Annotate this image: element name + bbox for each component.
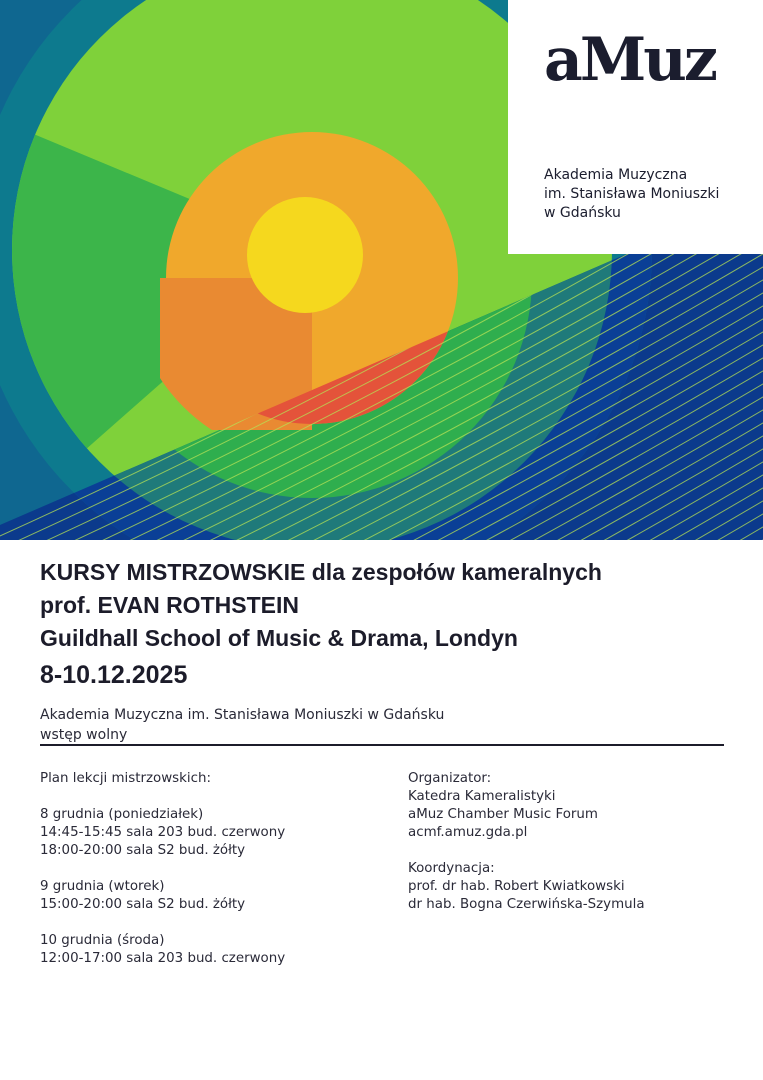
organizer-title: Organizator: bbox=[408, 771, 492, 786]
institution-name bbox=[544, 166, 719, 223]
event-title: KURSY MISTRZOWSKIE dla zespołów kameralnych bbox=[40, 559, 602, 585]
schedule-title: Plan lekcji mistrzowskich: bbox=[40, 771, 211, 786]
event-dates: 8-10.12.2025 bbox=[40, 661, 188, 689]
organizer-info bbox=[408, 770, 645, 914]
institution-line: Akademia Muzyczna bbox=[544, 167, 688, 183]
institution-line: im. Stanisława Moniuszki bbox=[544, 186, 720, 202]
schedule-day: 9 grudnia (wtorek) bbox=[40, 879, 165, 894]
schedule-day: 10 grudnia (środa) bbox=[40, 933, 165, 948]
coordinator-name: dr hab. Bogna Czerwińska-Szymula bbox=[408, 897, 645, 912]
teacher-school: Guildhall School of Music & Drama, Londyn bbox=[40, 625, 518, 651]
lesson-schedule bbox=[40, 770, 285, 968]
section-divider bbox=[40, 744, 724, 746]
teacher-name: prof. EVAN ROTHSTEIN bbox=[40, 592, 299, 618]
logo-panel bbox=[508, 0, 763, 254]
event-header bbox=[40, 556, 724, 745]
venue-name: Akademia Muzyczna im. Stanisława Moniuszki w Gdańsku bbox=[40, 707, 445, 723]
organizer-website: acmf.amuz.gda.pl bbox=[408, 825, 528, 840]
coordinator-name: prof. dr hab. Robert Kwiatkowski bbox=[408, 879, 625, 894]
venue-info bbox=[40, 705, 724, 745]
schedule-slot: 14:45-15:45 sala 203 bud. czerwony bbox=[40, 825, 286, 840]
organizer-line: aMuz Chamber Music Forum bbox=[408, 807, 598, 822]
schedule-day: 8 grudnia (poniedziałek) bbox=[40, 807, 204, 822]
admission-note: wstęp wolny bbox=[40, 727, 128, 743]
schedule-slot: 18:00-20:00 sala S2 bud. żółty bbox=[40, 843, 246, 858]
organizer-line: Katedra Kameralistyki bbox=[408, 789, 556, 804]
schedule-slot: 15:00-20:00 sala S2 bud. żółty bbox=[40, 897, 246, 912]
schedule-slot: 12:00-17:00 sala 203 bud. czerwony bbox=[40, 951, 286, 966]
core-yellow bbox=[247, 197, 363, 313]
institution-line: w Gdańsku bbox=[544, 205, 621, 221]
amuz-logo: aMuz bbox=[544, 25, 715, 95]
coordination-title: Koordynacja: bbox=[408, 861, 495, 876]
